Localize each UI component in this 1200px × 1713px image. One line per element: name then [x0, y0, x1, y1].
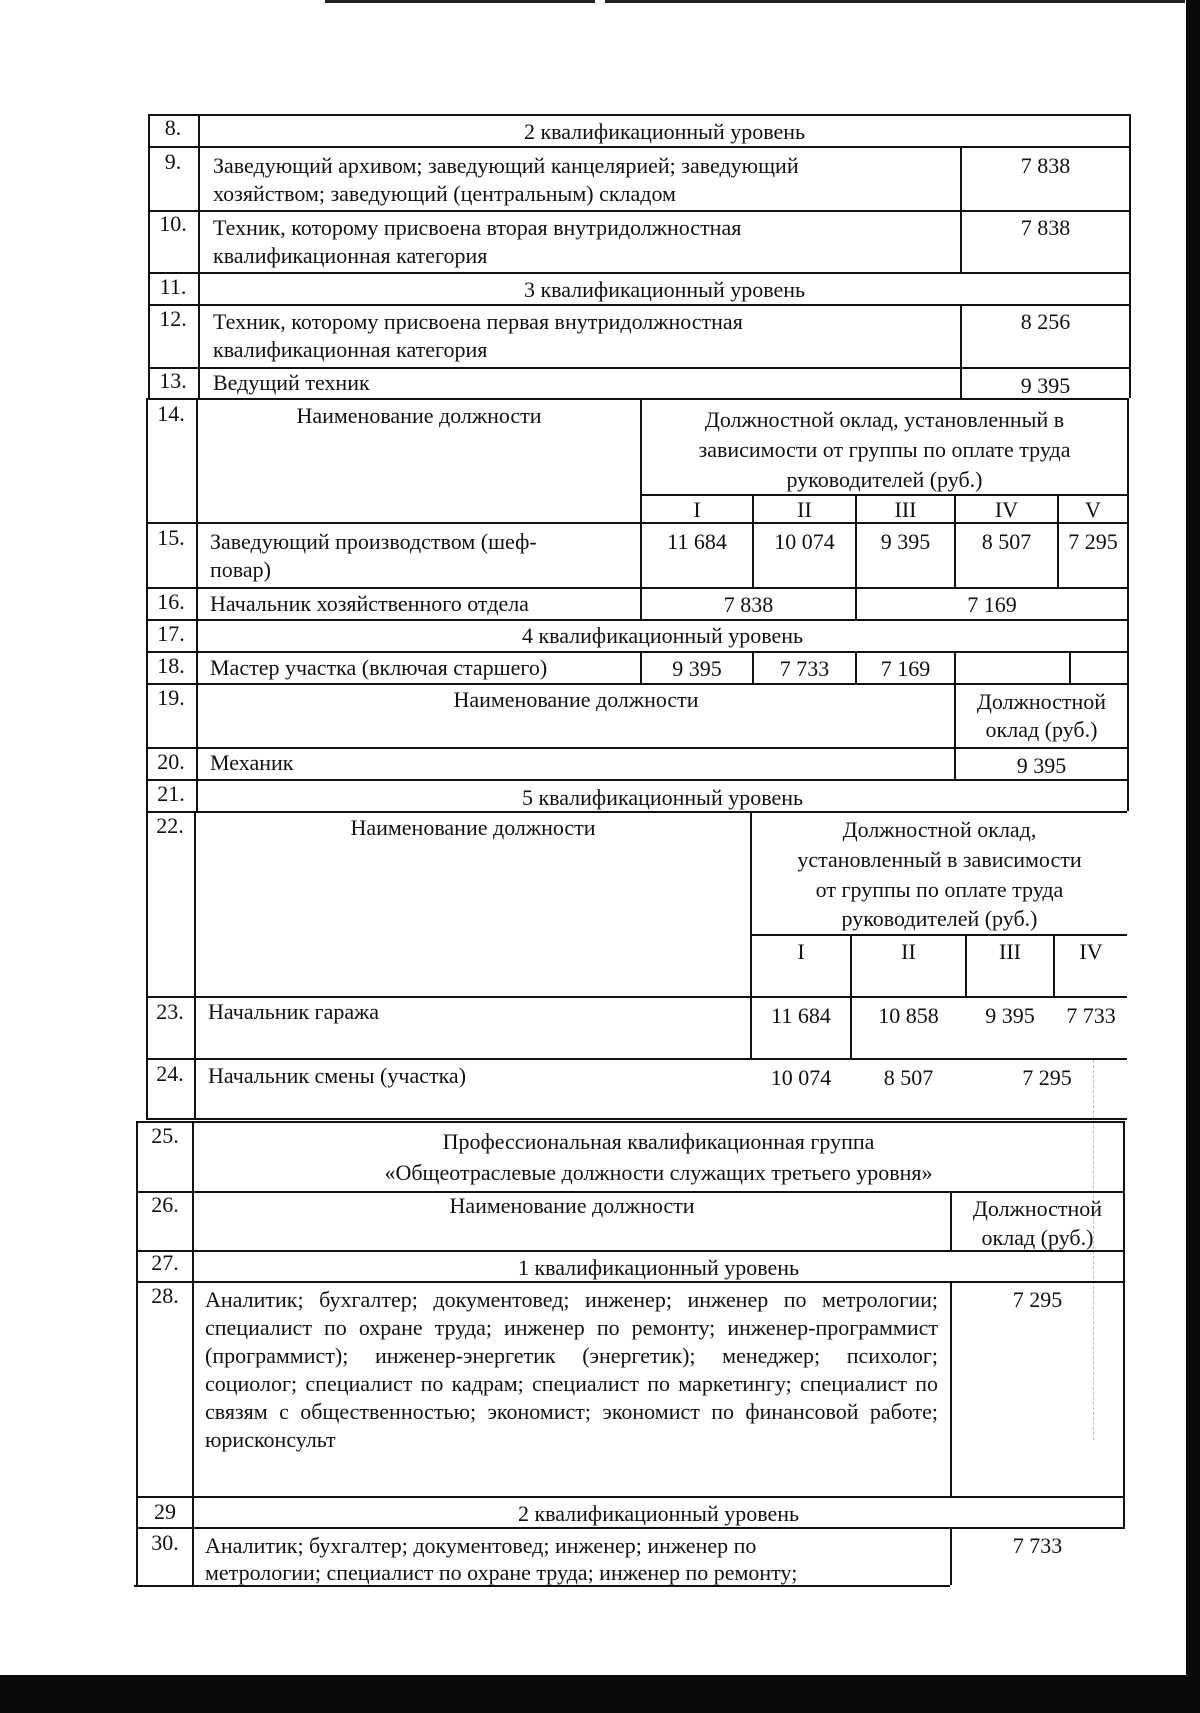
position-name: Техник, которому присвоена первая внутридолжностная: [213, 309, 743, 334]
row-number: 17.: [157, 621, 185, 646]
position-list: метрологии; специалист по охране труда; инженер по ремонту;: [205, 1560, 798, 1585]
salary-value: 7 295: [1012, 1287, 1063, 1312]
position-name: Начальник гаража: [208, 999, 380, 1024]
row-number: 18.: [157, 653, 185, 678]
column-header-salary: зависимости от группы по оплате труда: [698, 437, 1071, 462]
group-label: IV: [994, 497, 1019, 522]
column-header-salary: оклад (руб.): [985, 717, 1098, 742]
salary-value: 7 295: [1068, 529, 1118, 554]
position-name: Ведущий техник: [213, 370, 370, 395]
group-title: «Общеотраслевые должности служащих третьего уровня»: [384, 1160, 933, 1185]
group-label: II: [901, 939, 916, 964]
position-name: Начальник смены (участка): [208, 1063, 467, 1088]
salary-value: 7 838: [723, 592, 774, 617]
salary-value: 10 074: [770, 1065, 832, 1090]
row-number: 21.: [157, 781, 185, 806]
position-name: Механик: [210, 750, 294, 775]
group-label: I: [693, 497, 701, 522]
group-title: Профессиональная квалификационная группа: [442, 1129, 875, 1154]
row-number: 11.: [159, 274, 187, 299]
row-number: 26.: [151, 1192, 179, 1217]
salary-value: 8 256: [1020, 309, 1071, 334]
row-number: 25.: [151, 1123, 179, 1148]
column-header-salary: Должностной: [976, 689, 1107, 714]
qualification-level-heading: 1 квалификационный уровень: [517, 1255, 800, 1280]
position-list: Аналитик; бухгалтер; документовед; инженер; инженер по метрологии; специалист по охране труда; инженер по ремонту; инженер-программист (программист); инженер-энергетик (энергетик); менеджер; психолог; социолог; специалист по кадрам; специалист по маркетингу; специалист по связям с общественностью; экономист; экономист по финансовой работе; юрисконсульт: [205, 1287, 938, 1452]
column-header-salary: от группы по оплате труда: [815, 877, 1064, 902]
salary-value: 7 295: [1022, 1065, 1072, 1090]
group-label: III: [999, 939, 1021, 964]
salary-value: 7 169: [880, 656, 931, 681]
row-number: 20.: [157, 749, 185, 774]
column-header-salary: Должностной оклад, установленный в: [704, 407, 1065, 432]
salary-value: 7 733: [779, 656, 830, 681]
group-label: I: [797, 939, 805, 964]
row-number: 10.: [159, 211, 187, 236]
column-header-salary: руководителей (руб.): [841, 906, 1038, 931]
row-number: 14.: [157, 401, 185, 426]
column-header-position: Наименование должности: [453, 687, 699, 712]
qualification-level-heading: 2 квалификационный уровень: [523, 119, 806, 144]
position-name: Техник, которому присвоена вторая внутридолжностная: [213, 215, 742, 240]
salary-value: 7 733: [1066, 1003, 1116, 1028]
column-header-salary: установленный в зависимости: [797, 847, 1082, 872]
position-name: квалификационная категория: [213, 337, 488, 362]
column-header-salary: Должностной: [972, 1196, 1103, 1221]
row-number: 19.: [157, 685, 185, 710]
row-number: 24.: [156, 1061, 184, 1086]
salary-value: 7 838: [1020, 215, 1071, 240]
row-number: 28.: [151, 1283, 179, 1308]
row-number: 23.: [156, 999, 184, 1024]
group-label: IV: [1079, 939, 1103, 964]
position-list: Аналитик; бухгалтер; документовед; инженер; инженер по: [205, 1533, 757, 1558]
row-number: 15.: [157, 525, 185, 550]
position-name: Заведующий производством (шеф-: [210, 529, 537, 554]
salary-value: 7 169: [967, 592, 1017, 617]
salary-value: 8 507: [883, 1065, 934, 1090]
column-header-salary: руководителей (руб.): [786, 467, 983, 492]
row-number: 8.: [164, 115, 182, 140]
qualification-level-heading: 4 квалификационный уровень: [521, 623, 804, 648]
group-label: III: [894, 497, 917, 522]
row-number: 13.: [159, 368, 187, 393]
salary-value: 9 395: [1016, 753, 1067, 778]
salary-value: 8 507: [981, 529, 1032, 554]
row-number: 22.: [156, 813, 184, 838]
salary-value: 9 395: [672, 656, 722, 681]
salary-value: 11 684: [667, 529, 727, 554]
qualification-level-heading: 5 квалификационный уровень: [521, 785, 804, 810]
row-number: 29: [154, 1499, 176, 1524]
column-header-salary: оклад (руб.): [981, 1225, 1094, 1250]
position-name: повар): [210, 557, 271, 582]
position-name: Заведующий архивом; заведующий канцелярией; заведующий: [213, 153, 799, 178]
column-header-salary: Должностной оклад,: [842, 817, 1037, 842]
row-number: 12.: [159, 306, 187, 331]
row-number: 30.: [151, 1530, 179, 1555]
position-name: Мастер участка (включая старшего): [210, 655, 548, 680]
position-name: хозяйством; заведующий (центральным) складом: [213, 181, 676, 206]
group-label: V: [1085, 497, 1101, 522]
column-header-position: Наименование должности: [350, 815, 596, 840]
position-name: Начальник хозяйственного отдела: [210, 591, 529, 616]
row-number: 27.: [151, 1250, 179, 1275]
salary-value: 9 395: [880, 529, 931, 554]
salary-value: 7 838: [1020, 153, 1071, 178]
group-label: II: [797, 497, 812, 522]
salary-value: 9 395: [985, 1003, 1035, 1028]
qualification-level-heading: 3 квалификационный уровень: [523, 277, 806, 302]
column-header-position: Наименование должности: [296, 403, 542, 428]
row-number: 9.: [164, 149, 182, 174]
salary-value: 10 858: [878, 1003, 939, 1028]
position-name: квалификационная категория: [213, 243, 488, 268]
salary-value: 9 395: [1020, 373, 1071, 398]
qualification-level-heading: 2 квалификационный уровень: [517, 1501, 800, 1526]
salary-value: 7 733: [1012, 1533, 1063, 1558]
column-header-position: Наименование должности: [449, 1193, 695, 1218]
row-number: 16.: [157, 589, 185, 614]
salary-value: 10 074: [774, 529, 835, 554]
salary-value: 11 684: [771, 1003, 831, 1028]
